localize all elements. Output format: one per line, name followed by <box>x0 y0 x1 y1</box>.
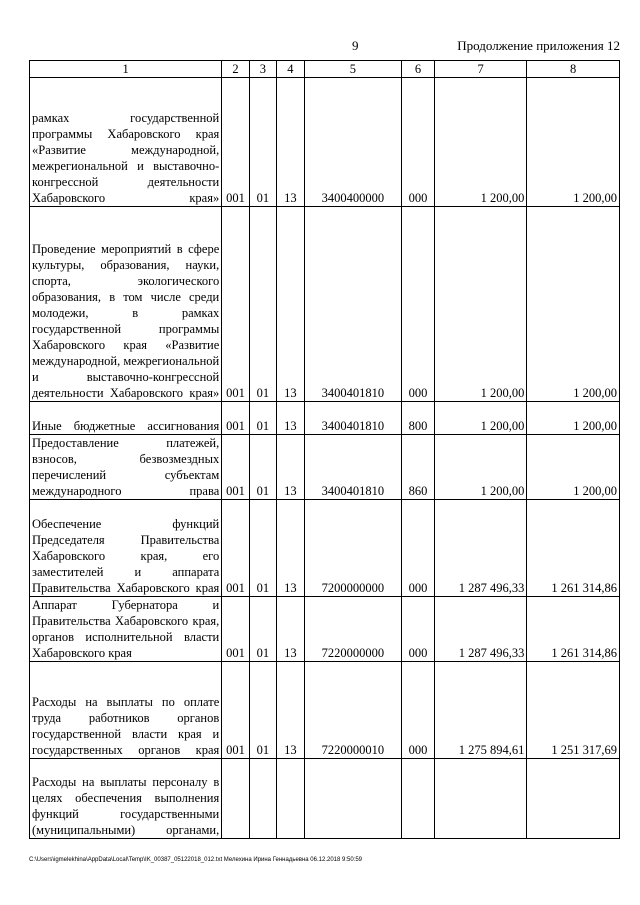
cell-subsection: 13 <box>277 662 304 759</box>
cell-subsection: 13 <box>277 207 304 402</box>
cell-amount-year2: 1 200,00 <box>527 78 620 207</box>
cell-section <box>249 759 276 839</box>
cell-target-article: 7220000000 <box>304 597 402 662</box>
table-row <box>30 402 620 435</box>
column-header: 8 <box>527 61 620 78</box>
cell-expense-type: 000 <box>402 662 435 759</box>
cell-expense-type: 000 <box>402 500 435 597</box>
cell-expense-type: 860 <box>402 435 435 500</box>
cell-subsection: 13 <box>277 597 304 662</box>
table-row <box>30 597 620 662</box>
cell-expense-type: 800 <box>402 402 435 435</box>
cell-section: 01 <box>249 662 276 759</box>
cell-amount-year1: 1 200,00 <box>434 402 527 435</box>
row-description: Иные бюджетные ассигнования <box>30 402 222 435</box>
cell-target-article: 7200000000 <box>304 500 402 597</box>
table-row <box>30 500 620 597</box>
cell-subsection: 13 <box>277 402 304 435</box>
page-number: 9 <box>352 38 359 53</box>
cell-subsection <box>277 759 304 839</box>
appendix-continuation: Продолжение приложения 12 <box>457 38 620 53</box>
cell-section: 01 <box>249 402 276 435</box>
row-description: Обеспечение функций Председателя Правительства Хабаровского края, его заместителей и аппарата Правительства Хабаровского края <box>30 500 222 597</box>
cell-target-article <box>304 759 402 839</box>
cell-target-article: 3400401810 <box>304 402 402 435</box>
cell-ministry: 001 <box>222 662 249 759</box>
table-row <box>30 662 620 759</box>
row-description: Предоставление платежей, взносов, безвозмездных перечислений субъектам международного права <box>30 435 222 500</box>
row-description: рамках государственной программы Хабаровского края «Развитие международной, межрегиональной и выставочно-конгрессной деятельности Хабаровского края» <box>30 78 222 207</box>
cell-expense-type: 000 <box>402 207 435 402</box>
column-header: 1 <box>30 61 222 78</box>
cell-amount-year2: 1 200,00 <box>527 402 620 435</box>
row-description: Расходы на выплаты персоналу в целях обеспечения выполнения функций государственными (муниципальными) органами, <box>30 759 222 839</box>
cell-expense-type: 000 <box>402 78 435 207</box>
table-row <box>30 207 620 402</box>
cell-amount-year2: 1 261 314,86 <box>527 597 620 662</box>
table-row <box>30 78 620 207</box>
column-header-row <box>30 61 620 78</box>
cell-ministry: 001 <box>222 78 249 207</box>
cell-subsection: 13 <box>277 435 304 500</box>
column-header: 7 <box>434 61 527 78</box>
cell-amount-year2 <box>527 759 620 839</box>
row-description: Аппарат Губернатора и Правительства Хабаровского края, органов исполнительной власти Хабаровского края <box>30 597 222 662</box>
cell-amount-year1: 1 200,00 <box>434 435 527 500</box>
cell-amount-year1: 1 287 496,33 <box>434 597 527 662</box>
column-header: 5 <box>304 61 402 78</box>
cell-section: 01 <box>249 500 276 597</box>
cell-ministry: 001 <box>222 402 249 435</box>
cell-subsection: 13 <box>277 78 304 207</box>
budget-table <box>29 60 620 839</box>
column-header: 3 <box>249 61 276 78</box>
cell-amount-year1 <box>434 759 527 839</box>
cell-amount-year1: 1 200,00 <box>434 78 527 207</box>
table-row <box>30 759 620 839</box>
cell-amount-year1: 1 275 894,61 <box>434 662 527 759</box>
file-path-footer: C:\Users\igmelekhina\AppData\Local\Temp\IK_00387_05122018_012.txt Мелехина Ирина Геннадьевна 06.12.2018 9:50:59 <box>29 857 363 863</box>
cell-target-article: 3400400000 <box>304 78 402 207</box>
cell-amount-year2: 1 251 317,69 <box>527 662 620 759</box>
cell-target-article: 7220000010 <box>304 662 402 759</box>
cell-ministry: 001 <box>222 435 249 500</box>
cell-amount-year2: 1 261 314,86 <box>527 500 620 597</box>
cell-section: 01 <box>249 78 276 207</box>
cell-expense-type <box>402 759 435 839</box>
cell-section: 01 <box>249 207 276 402</box>
cell-section: 01 <box>249 597 276 662</box>
table-row <box>30 435 620 500</box>
cell-section: 01 <box>249 435 276 500</box>
cell-target-article: 3400401810 <box>304 435 402 500</box>
cell-amount-year1: 1 200,00 <box>434 207 527 402</box>
column-header: 2 <box>222 61 249 78</box>
row-description: Проведение мероприятий в сфере культуры, образования, науки, спорта, экологического образования, в том числе среди молодежи, в рамках государственной программы Хабаровского края «Развитие международной, межрегиональной и выставочно-конгрессной деятельности Хабаровского края» <box>30 207 222 402</box>
cell-target-article: 3400401810 <box>304 207 402 402</box>
cell-amount-year2: 1 200,00 <box>527 435 620 500</box>
column-header: 4 <box>277 61 304 78</box>
cell-subsection: 13 <box>277 500 304 597</box>
cell-expense-type: 000 <box>402 597 435 662</box>
cell-ministry: 001 <box>222 500 249 597</box>
column-header: 6 <box>402 61 435 78</box>
cell-ministry: 001 <box>222 597 249 662</box>
row-description: Расходы на выплаты по оплате труда работников органов государственной власти края и государственных органов края <box>30 662 222 759</box>
cell-amount-year1: 1 287 496,33 <box>434 500 527 597</box>
cell-amount-year2: 1 200,00 <box>527 207 620 402</box>
cell-ministry: 001 <box>222 207 249 402</box>
cell-ministry <box>222 759 249 839</box>
